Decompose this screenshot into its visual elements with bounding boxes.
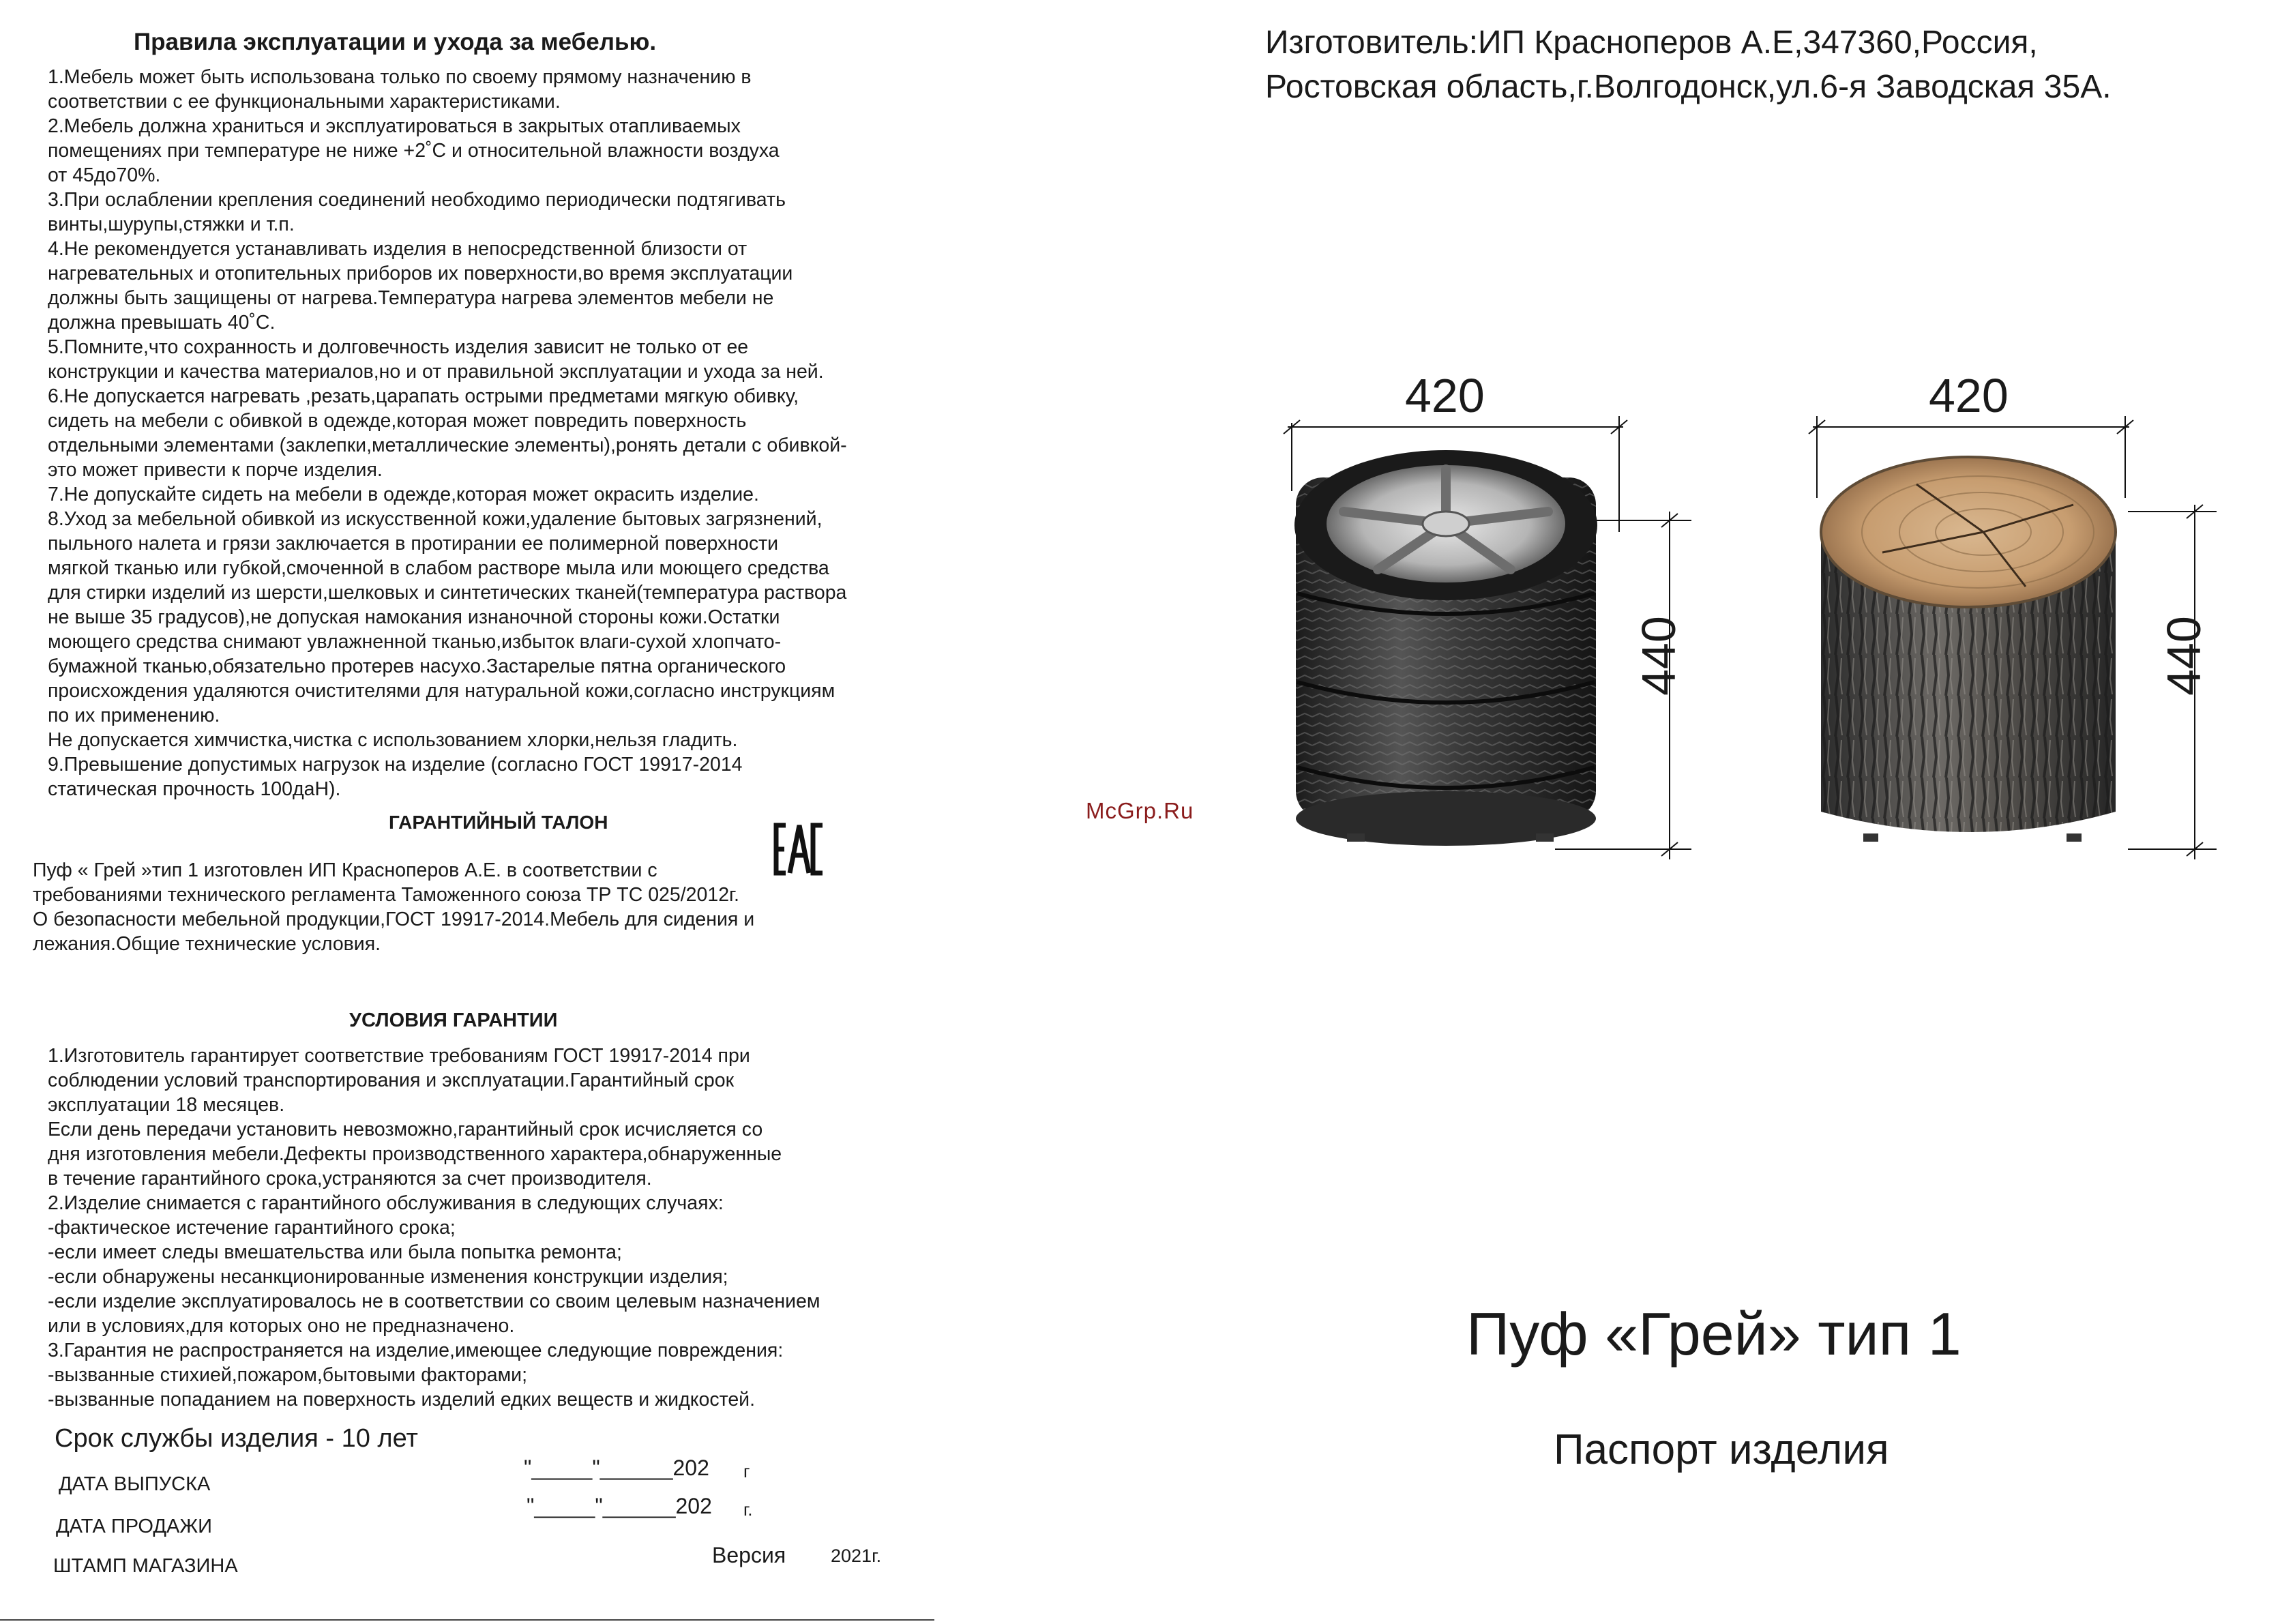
conditions-line: -вызванные стихией,пожаром,бытовыми факторами; [48, 1364, 528, 1386]
conditions-line: 2.Изделие снимается с гарантийного обслуживания в следующих случаях: [48, 1192, 724, 1214]
rules-line: происхождения удаляются очистителями для натуральной кожи,согласно инструкциям [48, 680, 835, 702]
rules-line: 3.При ослаблении крепления соединений необходимо периодически подтягивать [48, 189, 786, 211]
rules-line: 4.Не рекомендуется устанавливать изделия в непосредственной близости от [48, 238, 747, 260]
conditions-line: соблюдении условий транспортирования и эксплуатации.Гарантийный срок [48, 1069, 735, 1091]
release-date-label: ДАТА ВЫПУСКА [59, 1473, 211, 1495]
rules-line: пыльного налета и грязи заключается в протирании ее полимерной поверхности [48, 533, 779, 555]
rules-line: не выше 35 градусов),не допуская намокания изнаночной стороны кожи.Остатки [48, 606, 780, 628]
rules-line: 8.Уход за мебельной обивкой из искусственной кожи,удаление бытовых загрязнений, [48, 508, 823, 530]
conditions-line: -если имеет следы вмешательства или была попытка ремонта; [48, 1241, 622, 1263]
eac-mark-icon [772, 820, 827, 879]
rules-heading: Правила эксплуатации и ухода за мебелью. [134, 29, 657, 55]
rules-line: помещениях при температуре не ниже +2˚С и относительной влажности воздуха [48, 140, 780, 162]
guarantee-line: Пуф « Грей »тип 1 изготовлен ИП Красноперов А.Е. в соответствии с [33, 859, 657, 881]
stump-height-dimension: 440 [2157, 616, 2210, 696]
conditions-line: -фактическое истечение гарантийного срока; [48, 1217, 456, 1239]
sale-date-suffix: г. [743, 1499, 753, 1520]
service-life: Срок службы изделия - 10 лет [55, 1424, 418, 1453]
rules-line: мягкой тканью или губкой,смоченной в слабом растворе мыла или моющего средства [48, 557, 829, 579]
rules-line: конструкции и качества материалов,но и от правильной эксплуатации и ухода за ней. [48, 361, 824, 383]
conditions-line: или в условиях,для которых оно не предназначено. [48, 1315, 515, 1337]
conditions-line: дня изготовления мебели.Дефекты производственного характера,обнаруженные [48, 1143, 782, 1165]
tire-height-dimension: 440 [1632, 616, 1685, 696]
version-year: 2021г. [831, 1546, 882, 1566]
conditions-line: эксплуатации 18 месяцев. [48, 1094, 285, 1116]
conditions-line: -если обнаружены несанкционированные изменения конструкции изделия; [48, 1266, 728, 1288]
tire-width-dimension: 420 [1405, 369, 1485, 422]
rules-line: 2.Мебель должна храниться и эксплуатироваться в закрытых отапливаемых [48, 115, 741, 137]
rules-line: 9.Превышение допустимых нагрузок на изделие (согласно ГОСТ 19917-2014 [48, 754, 743, 776]
rules-line: статическая прочность 100даН). [48, 778, 341, 800]
rules-line: соответствии с ее функциональными характеристиками. [48, 91, 561, 113]
rules-line: от 45до70%. [48, 164, 161, 186]
rules-line: 1.Мебель может быть использована только по своему прямому назначению в [48, 66, 752, 88]
conditions-line: -если изделие эксплуатировалось не в соответствии со своим целевым назначением [48, 1290, 820, 1312]
manufacturer-line: Изготовитель:ИП Красноперов А.Е,347360,Россия, [1265, 25, 2038, 61]
product-title: Пуф «Грей» тип 1 [1466, 1300, 1961, 1368]
rules-line: 5.Помните,что сохранность и долговечность изделия зависит не только от ее [48, 336, 749, 358]
sale-date-field: "_____"______202 [527, 1494, 712, 1518]
watermark: McGrp.Ru [1086, 798, 1194, 823]
rules-line: 7.Не допускайте сидеть на мебели в одежде,которая может окрасить изделие. [48, 484, 759, 505]
conditions-line: 1.Изготовитель гарантирует соответствие требованиям ГОСТ 19917-2014 при [48, 1045, 750, 1067]
conditions-line: 3.Гарантия не распространяется на изделие,имеющее следующие повреждения: [48, 1340, 784, 1361]
left-page [0, 0, 975, 1624]
guarantee-heading: ГАРАНТИЙНЫЙ ТАЛОН [389, 812, 608, 833]
stump-width-dimension: 420 [1929, 369, 2009, 422]
sale-date-label: ДАТА ПРОДАЖИ [56, 1516, 212, 1537]
manufacturer-address: Ростовская область,г.Волгодонск,ул.6-я Заводская 35А. [1265, 69, 2112, 105]
version-label: Версия [712, 1543, 786, 1567]
rules-line: это может привести к порче изделия. [48, 459, 383, 481]
stump-pouf [1807, 368, 2230, 873]
stamp-label: ШТАМП МАГАЗИНА [53, 1555, 238, 1577]
rules-line: нагревательных и отопительных приборов их поверхности,во время эксплуатации [48, 263, 793, 284]
conditions-line: -вызванные попаданием на поверхность изделий едких веществ и жидкостей. [48, 1389, 756, 1411]
conditions-line: в течение гарантийного срока,устраняются за счет производителя. [48, 1168, 652, 1190]
guarantee-line: требованиями технического регламента Таможенного союза ТР ТС 025/2012г. [33, 884, 739, 906]
release-date-suffix: г [743, 1461, 750, 1481]
rules-line: по их применению. [48, 705, 220, 726]
rules-line: Не допускается химчистка,чистка с использованием хлорки,нельзя гладить. [48, 729, 738, 751]
rules-line: бумажной тканью,обязательно протерев насухо.Застарелые пятна органического [48, 655, 786, 677]
rules-line: винты,шурупы,стяжки и т.п. [48, 213, 295, 235]
rules-line: должны быть защищены от нагрева.Температура нагрева элементов мебели не [48, 287, 774, 309]
rules-line: для стирки изделий из шерсти,шелковых и синтетических тканей(температура раствора [48, 582, 847, 604]
tire-pouf [1282, 368, 1705, 873]
rules-line: должна превышать 40˚С. [48, 312, 276, 334]
rules-line: отдельными элементами (заклепки,металлические элементы),ронять детали с обивкой- [48, 434, 847, 456]
release-date-field: "_____"______202 [524, 1456, 709, 1480]
bottom-divider [0, 1619, 934, 1621]
rules-line: 6.Не допускается нагревать ,резать,царапать острыми предметами мягкую обивку, [48, 385, 799, 407]
conditions-line: Если день передачи установить невозможно,гарантийный срок исчисляется со [48, 1119, 763, 1140]
document-subtitle: Паспорт изделия [1554, 1426, 1889, 1473]
rules-line: сидеть на мебели с обивкой в одежде,которая может повредить поверхность [48, 410, 747, 432]
rules-line: моющего средства снимают увлажненной тканью,избыток влаги-сухой хлопчато- [48, 631, 782, 653]
conditions-heading: УСЛОВИЯ ГАРАНТИИ [349, 1009, 558, 1031]
guarantee-line: О безопасности мебельной продукции,ГОСТ 19917-2014.Мебель для сидения и [33, 909, 755, 930]
guarantee-line: лежания.Общие технические условия. [33, 933, 381, 955]
